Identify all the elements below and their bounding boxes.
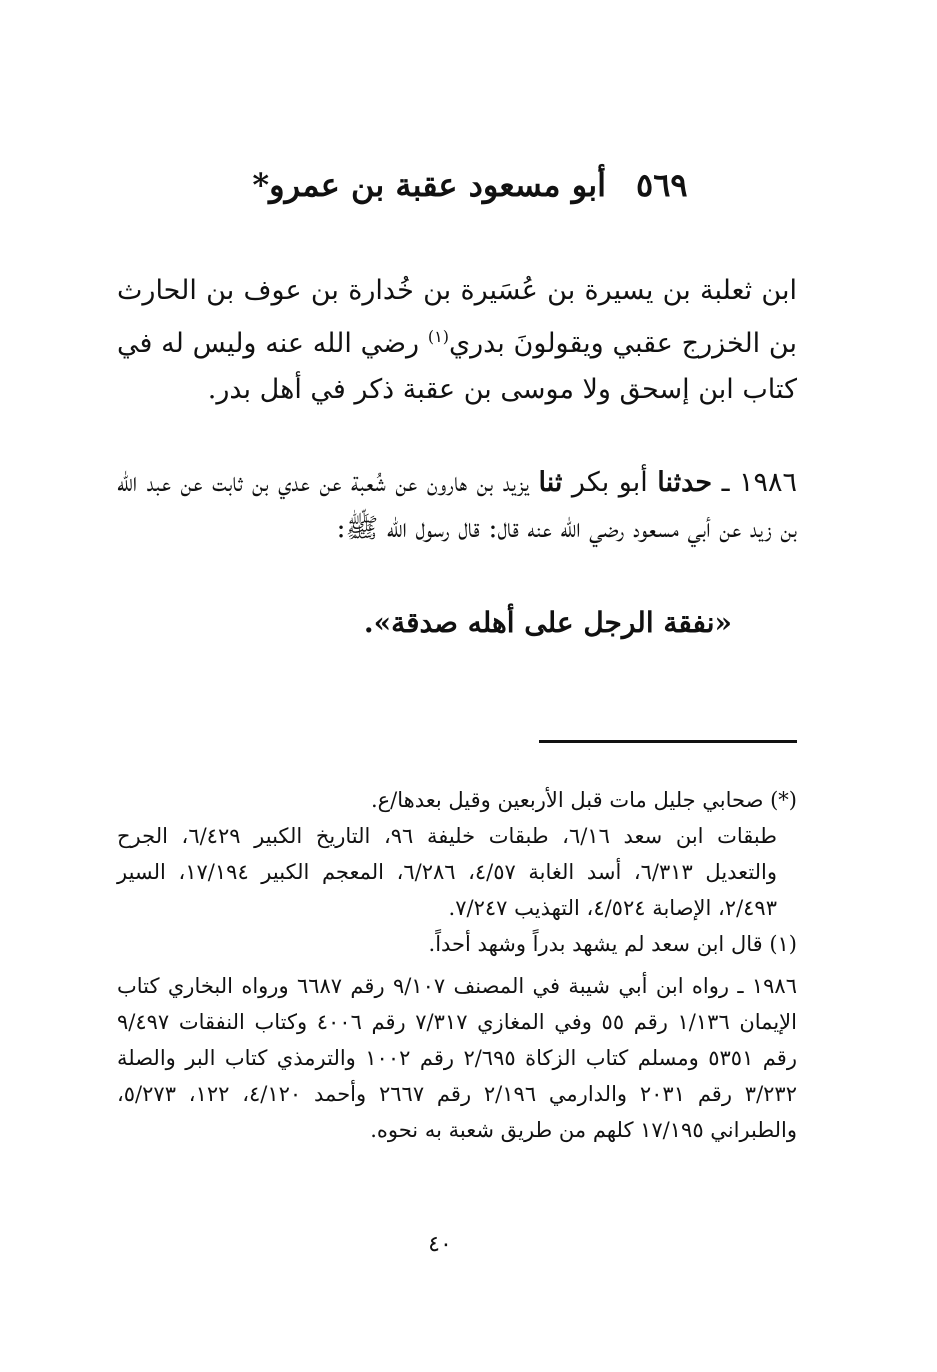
entry-number: ٥٦٩ xyxy=(636,166,688,204)
footnote-marker: (١) xyxy=(427,327,449,346)
hadith-thana: ثنا xyxy=(538,467,563,498)
hadith-saying: «نفقة الرجل على أهله صدقة». xyxy=(363,606,732,639)
footnote-divider xyxy=(539,740,797,743)
footnote-sources: طبقات ابن سعد ٦/١٦، طبقات خليفة ٩٦، التاريخ الكبير ٦/٤٢٩، الجرح والتعديل ٦/٣١٣، أسد الغابة ٤/٥٧، ٦/٢٨٦، المعجم الكبير ١٧/١٩٤، السير ٢/٤٩٣، الإصابة ٤/٥٢٤، التهذيب ٧/٢٤٧. xyxy=(117,824,778,920)
hadith-footnote xyxy=(117,968,797,1148)
footnote-1: (١) قال ابن سعد لم يشهد بدراً وشهد أحداً. xyxy=(428,932,797,956)
entry-name: أبو مسعود عقبة بن عمرو* xyxy=(252,166,607,204)
page-number: ٤٠ xyxy=(428,1232,452,1257)
biography-paragraph xyxy=(117,268,797,413)
hadith-lead-word: حدثنا xyxy=(657,467,713,498)
hadith-footnote-text: ١٩٨٦ ـ رواه ابن أبي شيبة في المصنف ٩/١٠٧ رقم ٦٦٨٧ ورواه البخاري كتاب الإيمان ١/١٣٦ رقم ٥٥ وفي المغازي ٧/٣١٧ رقم ٤٠٠٦ وكتاب النفقات ٩/٤٩٧ رقم ٥٣٥١ ومسلم كتاب الزكاة ٢/٦٩٥ رقم ١٠٠٢ والترمذي كتاب البر والصلة ٣/٢٣٢ رقم ٢٠٣١ والدارمي ٢/١٩٦ رقم ٢٦٦٧ وأحمد ٤/١٢٠، ١٢٢، ٥/٢٧٣، والطبراني ١٧/١٩٥ كلهم من طريق شعبة به نحوه. xyxy=(117,974,797,1142)
hadith-chain-part1: أبو بكر xyxy=(571,467,648,498)
footnotes-block xyxy=(117,782,797,962)
biography-text-end: رضي الله عنه وليس له في كتاب ابن إسحق ولا موسى بن عقبة ذكر في أهل بدر. xyxy=(117,328,797,405)
hadith-chain-part2: يزيد بن هارون عن شُعبة عن عدي بن ثابت عن عبد الله بن زيد عن أبي مسعود رضي الله عنه قال: قال رسول الله ﷺ: xyxy=(117,467,797,544)
entry-title xyxy=(120,160,820,210)
footnote-star: (*) صحابي جليل مات قبل الأربعين وقيل بعدها/ع. xyxy=(370,788,797,812)
hadith-paragraph xyxy=(117,460,797,552)
hadith-number: ١٩٨٦ ـ xyxy=(721,467,798,498)
biography-text-start: ابن ثعلبة بن يسيرة بن عُسَيرة بن خُدارة بن عوف بن الحارث بن الخزرج عقبي ويقولونَ بدري xyxy=(117,275,797,359)
